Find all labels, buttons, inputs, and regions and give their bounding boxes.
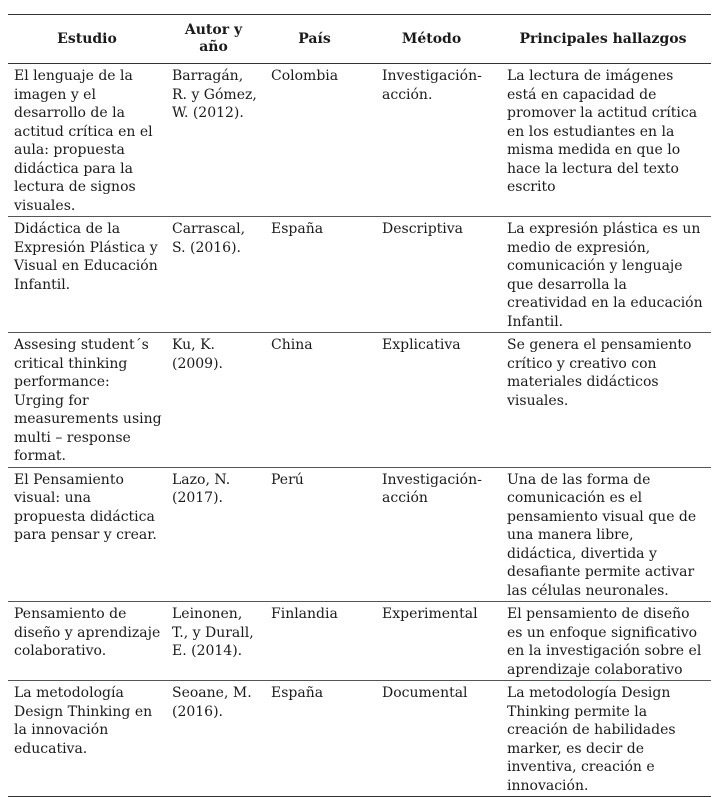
cell-method: Documental <box>382 685 468 701</box>
header-country: País <box>298 30 331 47</box>
cell-author: Ku, K. (2009). <box>172 337 224 372</box>
cell-findings: La metodología Design Thinking permite la creación de habilidades marker, es decir de inventiva, creación e innovación. <box>507 685 676 794</box>
cell-method: Experimental <box>382 606 478 622</box>
cell-country: Perú <box>271 471 304 488</box>
cell-author: Leinonen, T., y Durall, E. (2014). <box>172 606 254 659</box>
literature-review-table <box>8 14 711 797</box>
table-row <box>8 64 711 217</box>
cell-method: Investigación-acción. <box>382 68 482 103</box>
cell-method: Investigación-acción <box>382 471 482 506</box>
cell-author: Seoane, M. (2016). <box>172 685 252 720</box>
table-row <box>8 602 711 681</box>
cell-findings: Una de las forma de comunicación es el pensamiento visual que de una manera libre, didáctica, divertida y desafiante permite activar las células neuronales. <box>507 471 697 599</box>
table-header-row <box>8 15 711 64</box>
cell-author: Carrascal, S. (2016). <box>172 221 246 256</box>
cell-study: Pensamiento de diseño y aprendizaje colaborativo. <box>14 606 161 659</box>
header-findings: Principales hallazgos <box>519 30 687 47</box>
cell-method: Explicativa <box>382 337 461 353</box>
cell-study: La metodología Design Thinking en la innovación educativa. <box>14 685 153 757</box>
header-study: Estudio <box>57 30 117 47</box>
cell-findings: Se genera el pensamiento crítico y creativo con materiales didácticos visuales. <box>507 337 692 409</box>
header-method: Método <box>401 30 462 47</box>
cell-country: Finlandia <box>271 606 338 622</box>
cell-study: El lenguaje de la imagen y el desarrollo de la actitud crítica en el aula: propuesta didáctica para la lectura de signos visuales. <box>14 68 153 214</box>
header-author: Autor y año <box>184 22 243 55</box>
cell-findings: La expresión plástica es un medio de expresión, comunicación y lenguaje que desarrolla la creatividad en la educación Infantil. <box>507 221 703 330</box>
cell-author: Lazo, N. (2017). <box>172 471 231 506</box>
cell-study: Didáctica de la Expresión Plástica y Visual en Educación Infantil. <box>14 221 158 293</box>
cell-findings: El pensamiento de diseño es un enfoque significativo en la investigación sobre el aprendizaje colaborativo <box>507 606 702 678</box>
cell-country: España <box>271 685 324 701</box>
cell-study: El Pensamiento visual: una propuesta didáctica para pensar y crear. <box>14 471 157 543</box>
cell-findings: La lectura de imágenes está en capacidad de promover la actitud crítica en los estudiantes en la misma medida en que lo hace la lectura del texto escrito <box>507 68 698 195</box>
cell-country: Colombia <box>271 68 339 84</box>
table-row <box>8 681 711 797</box>
cell-country: España <box>271 221 324 237</box>
table-row <box>8 217 711 333</box>
table-row <box>8 467 711 602</box>
cell-study: Assesing student´s critical thinking performance: Urging for measurements using multi – response format. <box>14 337 162 464</box>
cell-country: China <box>271 337 313 353</box>
table-row <box>8 333 711 468</box>
cell-method: Descriptiva <box>382 221 464 237</box>
cell-author: Barragán, R. y Gómez, W. (2012). <box>172 68 257 121</box>
